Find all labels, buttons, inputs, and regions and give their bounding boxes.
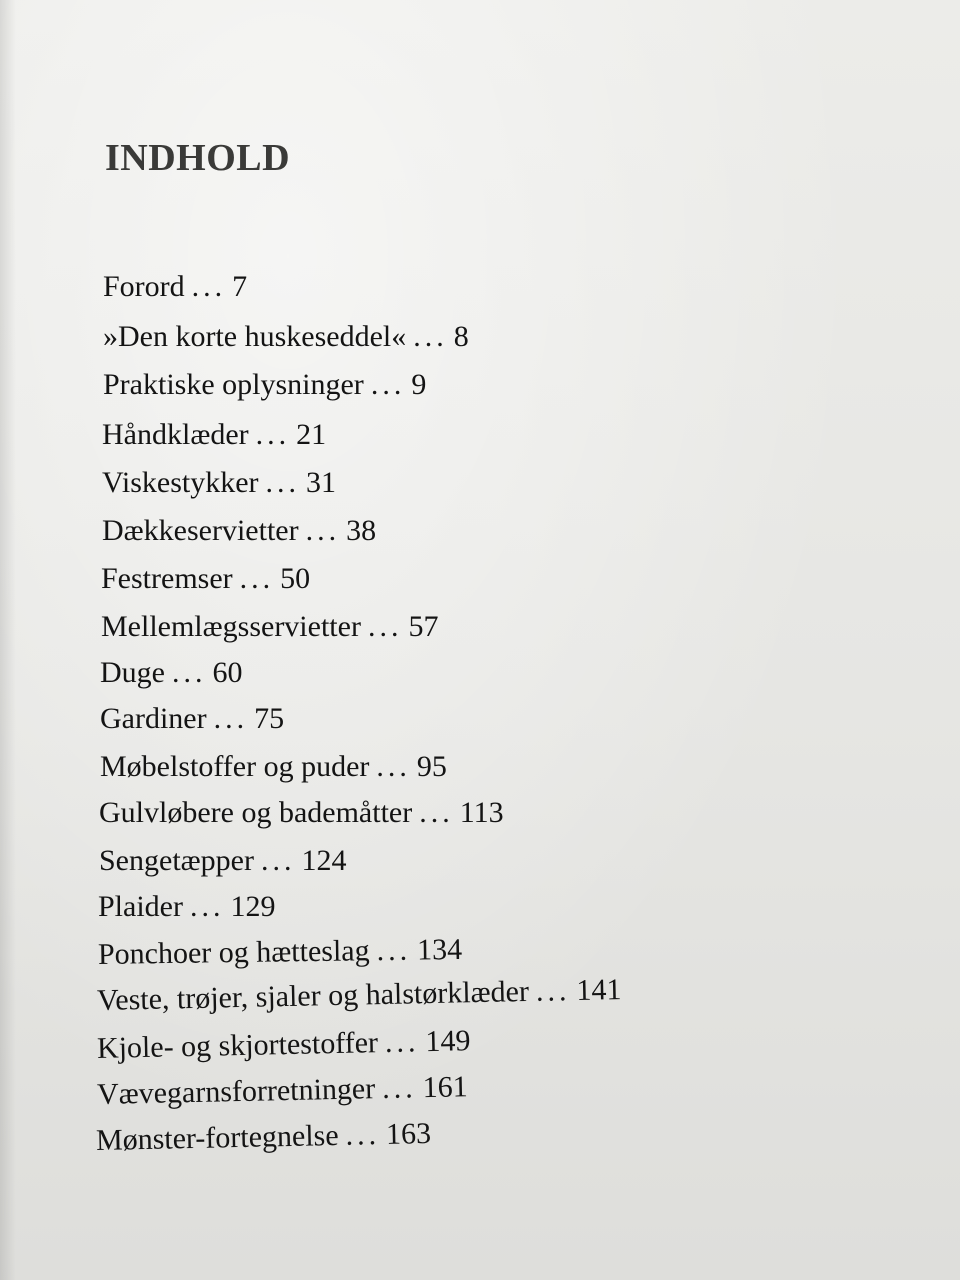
toc-entry [103, 368, 426, 402]
toc-leader-dots: ... [367, 610, 403, 643]
toc-entry-page: 149 [425, 1024, 471, 1059]
toc-entry [101, 562, 310, 596]
toc-entry-page: 50 [280, 562, 311, 595]
toc-entry-title: Møbelstoffer og puder [100, 750, 370, 783]
toc-entry-page: 8 [453, 320, 469, 353]
toc-entry-page: 134 [416, 932, 463, 967]
toc-leader-dots: ... [260, 844, 296, 877]
toc-entry-page: 129 [230, 890, 276, 923]
toc-leader-dots: ... [239, 562, 275, 595]
toc-entry-title: Sengetæpper [99, 844, 254, 877]
toc-entry-page: 163 [385, 1116, 432, 1151]
toc-entry-title: Mønster-fortegnelse [95, 1118, 339, 1157]
toc-entry [103, 270, 247, 304]
toc-entry [97, 973, 622, 1018]
toc-leader-dots: ... [213, 702, 249, 735]
page-title: INDHOLD [105, 137, 291, 179]
toc-entry-title: Dækkeservietter [102, 514, 299, 547]
toc-entry [102, 514, 376, 548]
toc-leader-dots: ... [305, 514, 341, 547]
toc-entry [98, 890, 275, 924]
toc-entry-title: Viskestykker [102, 466, 259, 499]
toc-entry [101, 610, 438, 644]
toc-entry-title: Festremser [101, 562, 233, 595]
toc-entry-page: 38 [346, 514, 377, 547]
toc-entry-page: 21 [296, 418, 327, 451]
toc-entry-title: Gulvløbere og bademåtter [99, 796, 413, 829]
toc-entry [98, 933, 463, 972]
toc-entry-title: Kjole- og skjortestoffer [96, 1026, 379, 1065]
toc-entry [103, 320, 469, 354]
toc-leader-dots: ... [171, 656, 207, 689]
toc-entry-title: Plaider [98, 890, 183, 923]
toc-entry-page: 124 [301, 844, 347, 877]
toc-entry [96, 1117, 432, 1158]
toc-leader-dots: ... [381, 1071, 417, 1106]
toc-entry-title: Håndklæder [102, 418, 249, 451]
toc-leader-dots: ... [413, 320, 448, 353]
toc-leader-dots: ... [384, 1025, 420, 1059]
toc-entry-page: 57 [408, 610, 439, 643]
toc-entry [100, 750, 447, 784]
toc-entry-title: Forord [103, 270, 185, 303]
toc-entry-title: Veste, trøjer, sjaler og halstørklæder [96, 974, 530, 1017]
toc-entry-title: Praktiske oplysninger [103, 368, 364, 401]
toc-entry [97, 1024, 471, 1066]
toc-leader-dots: ... [191, 270, 227, 303]
toc-entry-page: 60 [212, 656, 243, 689]
toc-leader-dots: ... [265, 466, 301, 499]
toc-entry [97, 1070, 468, 1112]
toc-entry-title: Mellemlægsservietter [101, 610, 361, 643]
toc-entry-title: Vævegarnsforretninger [96, 1072, 376, 1111]
toc-entry-title: Duge [100, 656, 165, 689]
toc-leader-dots: ... [189, 890, 225, 923]
toc-entry-page: 113 [459, 796, 504, 829]
toc-entry [99, 796, 504, 830]
toc-leader-dots: ... [370, 368, 406, 401]
toc-entry-title: Gardiner [100, 702, 207, 735]
toc-entry [102, 418, 326, 452]
toc-entry-title: Ponchoer og hætteslag [97, 934, 370, 971]
toc-leader-dots: ... [345, 1118, 381, 1152]
toc-entry-page: 95 [416, 750, 447, 783]
toc-leader-dots: ... [535, 974, 571, 1008]
toc-entry-page: 9 [411, 368, 427, 401]
toc-entry [100, 702, 284, 736]
toc-entry [100, 656, 242, 690]
toc-entry-page: 31 [306, 466, 337, 499]
toc-entry-title: »Den korte huskeseddel« [103, 320, 407, 353]
toc-entry [102, 466, 336, 500]
toc-leader-dots: ... [376, 750, 411, 783]
toc-leader-dots: ... [255, 418, 291, 451]
toc-leader-dots: ... [376, 933, 412, 968]
toc-leader-dots: ... [419, 796, 454, 829]
toc-entry-page: 75 [254, 702, 285, 735]
toc-entry-page: 7 [232, 270, 248, 303]
toc-entry [99, 844, 346, 878]
toc-entry-page: 161 [422, 1070, 468, 1105]
toc-entry-page: 141 [576, 973, 622, 1007]
